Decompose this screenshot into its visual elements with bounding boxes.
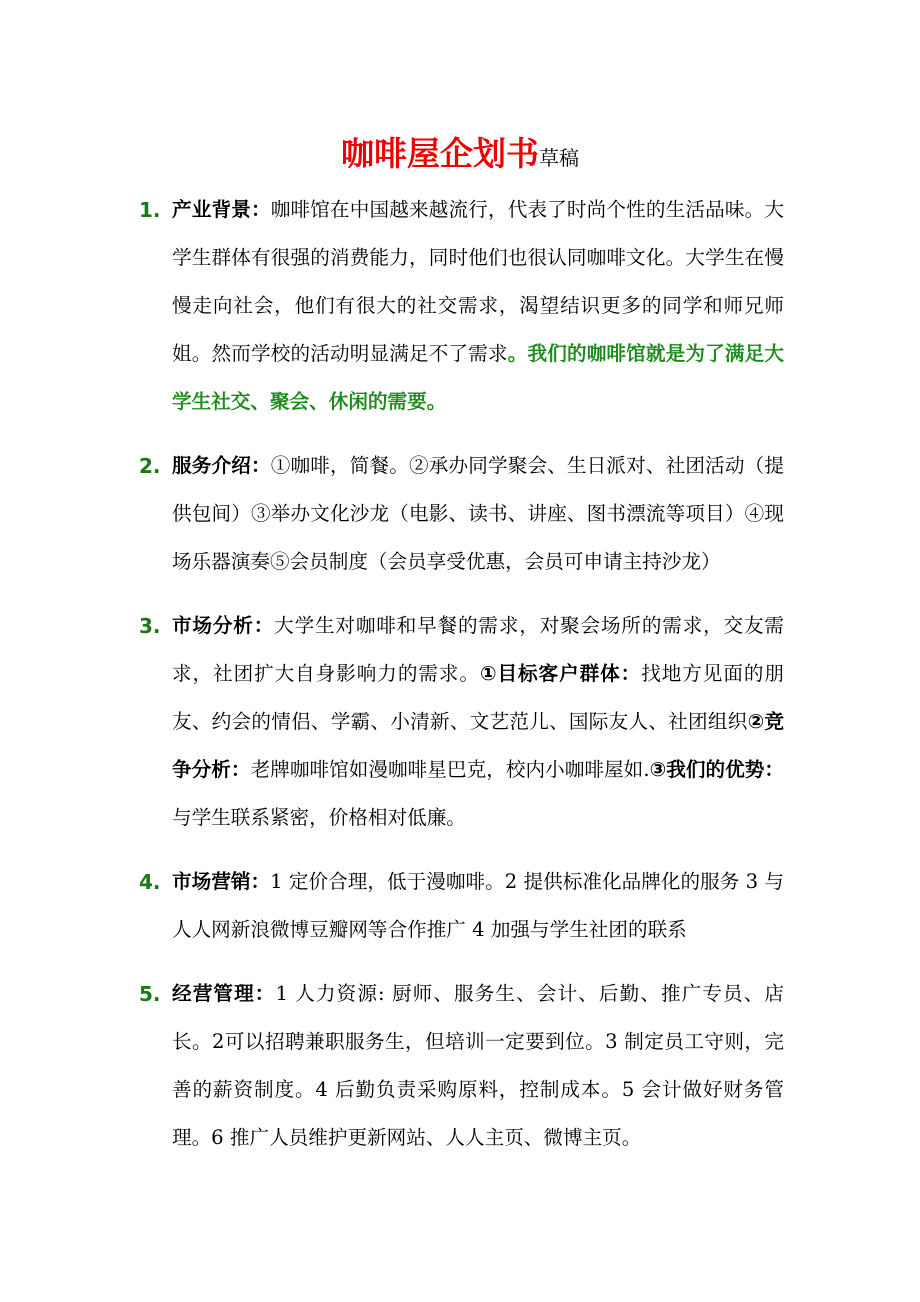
section-body: [172, 602, 784, 842]
section-text: 1 定价合理，低于漫咖啡。2 提供标准化品牌化的服务 3 与人人网新浪微博豆瓣网等合作推广 4 加强与学生社团的联系: [172, 870, 784, 941]
section-label: 市场分析：: [172, 614, 275, 637]
competition-text: 老牌咖啡馆如漫咖啡星巴克，校内小咖啡屋如.: [250, 758, 650, 781]
target-customers-text: 找地方见面的朋友、约会的情侣、学霸、小清新、文艺范儿、国际友人、社团组织: [172, 662, 784, 733]
section-label: 产业背景：: [172, 198, 271, 221]
competition-label: ②竞争分析：: [172, 710, 784, 781]
title-sub: 草稿: [539, 146, 579, 170]
section-body: [172, 858, 784, 954]
section-label: 服务介绍：: [172, 454, 271, 477]
section-body: [172, 442, 784, 586]
section-highlight: 。我们的咖啡馆就是为了满足大学生社交、聚会、休闲的需要。: [172, 342, 785, 413]
document-title: [0, 128, 920, 175]
section-number: 5.: [139, 982, 161, 1006]
section-text: 1 人力资源: 厨师、服务生、会计、后勤、推广专员、店长。2可以招聘兼职服务生，但培训一定要到位。3 制定员工守则，完善的薪资制度。4 后勤负责采购原料，控制成本。5 会计做好财务管理。6 推广人员维护更新网站、人人主页、微博主页。: [172, 982, 785, 1149]
section-list: [0, 186, 920, 1178]
advantage-text: 与学生联系紧密，价格相对低廉。: [172, 806, 466, 829]
section-number: 3.: [139, 614, 161, 638]
section-label: 经营管理：: [172, 982, 276, 1005]
section-body: [172, 970, 784, 1162]
section-number: 1.: [139, 198, 161, 222]
section-operations: [0, 970, 920, 1162]
section-text: ①咖啡，简餐。②承办同学聚会、生日派对、社团活动（提供包间）③举办文化沙龙（电影、读书、讲座、图书漂流等项目）④现场乐器演奏⑤会员制度（会员享受优惠，会员可申请主持沙龙）: [172, 454, 784, 573]
section-service-intro: [0, 442, 920, 586]
section-text: 大学生对咖啡和早餐的需求，对聚会场所的需求，交友需求，社团扩大自身影响力的需求。: [172, 614, 785, 685]
section-marketing: [0, 858, 920, 954]
section-text: 咖啡馆在中国越来越流行，代表了时尚个性的生活品味。大学生群体有很强的消费能力，同时他们也很认同咖啡文化。大学生在慢慢走向社会，他们有很大的社交需求，渴望结识更多的同学和师兄师姐。然而学校的活动明显满足不了需求: [172, 198, 784, 365]
section-number: 2.: [139, 454, 161, 478]
section-number: 4.: [139, 870, 161, 894]
title-main: 咖啡屋企划书: [341, 134, 539, 173]
section-label: 市场营销：: [172, 870, 271, 893]
section-body: [172, 186, 784, 426]
section-industry-background: [0, 186, 920, 426]
section-market-analysis: [0, 602, 920, 842]
advantage-label: ③我们的优势：: [649, 758, 785, 781]
target-customers-label: ①目标客户群体：: [479, 662, 642, 685]
